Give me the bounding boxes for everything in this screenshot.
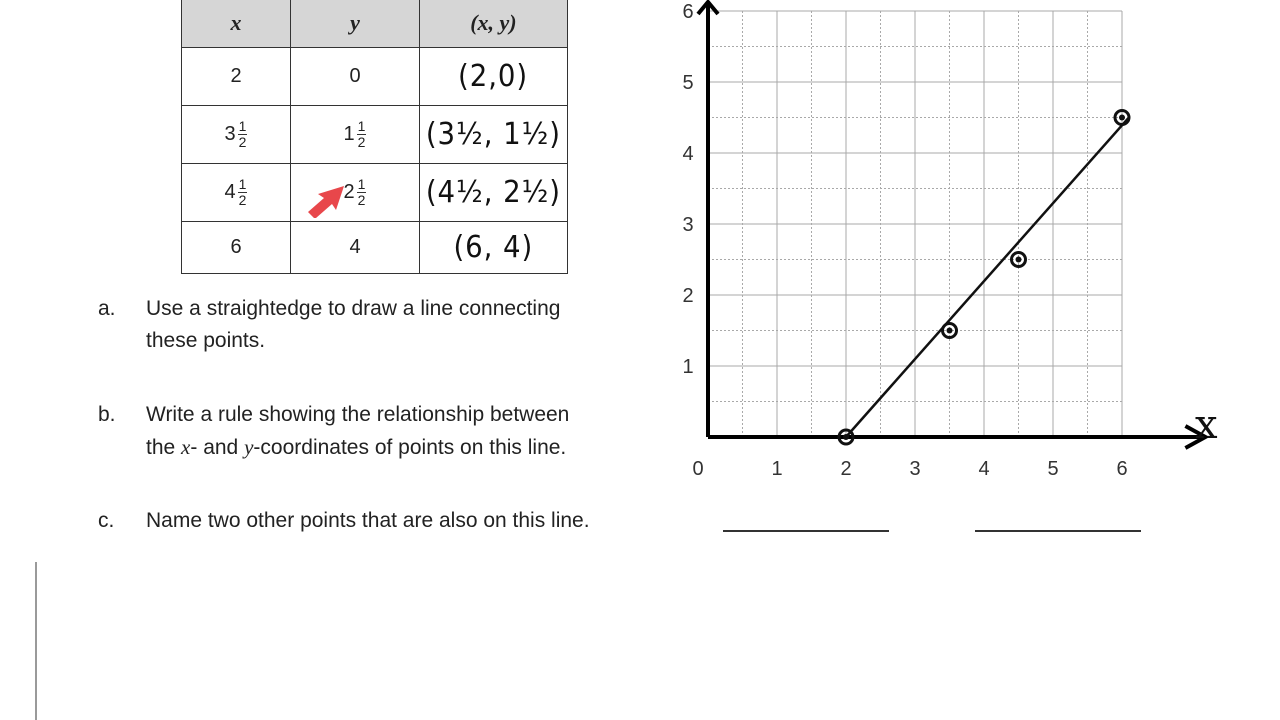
table-row (182, 222, 568, 274)
pair-cell (420, 48, 568, 106)
drawn-line (846, 118, 1129, 438)
x-tick-label: 3 (909, 458, 921, 480)
x-numerator: 1 (238, 118, 247, 134)
y-tick-label: 6 (682, 1, 694, 23)
plotted-point-dot (843, 434, 849, 440)
x-tick-label: 4 (978, 458, 990, 480)
question-a (98, 293, 658, 357)
answer-blank-1[interactable] (723, 530, 889, 532)
x-tick-label: 1 (771, 458, 783, 480)
y-tick-label: 4 (682, 143, 694, 165)
pair-cell (420, 222, 568, 274)
y-whole: 1 (343, 123, 355, 145)
header-x: x (182, 0, 291, 48)
handwritten-pair: (4½, 2½) (425, 175, 561, 210)
y-numerator: 1 (357, 176, 366, 192)
grid (708, 11, 1122, 437)
handwritten-x-axis-label: x (1195, 402, 1218, 448)
question-a-text-line1: Use a straightedge to draw a line connecting (146, 297, 561, 320)
x-cell (182, 164, 291, 222)
pair-cell (420, 164, 568, 222)
x-denominator: 2 (238, 134, 247, 150)
handwritten-pair: (3½, 1½) (425, 117, 561, 152)
question-b-text-line1: Write a rule showing the relationship between (146, 403, 570, 426)
header-pair: (x, y) (420, 0, 568, 48)
y-cell (291, 222, 420, 274)
pair-cell (420, 106, 568, 164)
question-a-text-line2: these points. (146, 329, 266, 352)
left-margin-rule (35, 562, 37, 720)
x-tick-label: 6 (1116, 458, 1128, 480)
y-tick-label: 5 (682, 72, 694, 94)
axes (698, 2, 1205, 448)
pointer-arrow-icon (306, 182, 348, 222)
y-denominator: 2 (357, 134, 366, 150)
plotted-point-dot (1016, 257, 1022, 263)
y-whole: 0 (349, 65, 361, 87)
y-whole: 2 (343, 181, 355, 203)
text-the: the (146, 436, 176, 459)
x-cell (182, 48, 291, 106)
handwritten-pair: (2,0) (458, 59, 529, 94)
y-numerator: 1 (357, 118, 366, 134)
question-b-label: b. (98, 403, 116, 426)
y-tick-label: 3 (682, 214, 694, 236)
x-whole: 3 (224, 123, 236, 145)
x-numerator: 1 (238, 176, 247, 192)
y-cell (291, 106, 420, 164)
table-row (182, 106, 568, 164)
x-whole: 4 (224, 181, 236, 203)
question-c-text: Name two other points that are also on this line. (146, 509, 590, 532)
header-y: y (291, 0, 420, 48)
var-x: x (181, 435, 191, 459)
plotted-point-dot (1119, 115, 1125, 121)
question-b (98, 399, 658, 463)
plotted-point-dot (947, 328, 953, 334)
handwritten-pair: (6, 4) (453, 230, 534, 265)
x-denominator: 2 (238, 192, 247, 208)
coordinate-graph (660, 0, 1260, 500)
y-tick-label: 1 (682, 356, 694, 378)
table-header-row (182, 0, 568, 48)
answer-blank-2[interactable] (975, 530, 1141, 532)
question-b-text-line2 (146, 431, 566, 464)
x-whole: 2 (230, 65, 242, 87)
table-row (182, 48, 568, 106)
coordinate-table (181, 0, 568, 274)
x-tick-label: 0 (692, 458, 704, 480)
y-tick-label: 2 (682, 285, 694, 307)
y-cell (291, 48, 420, 106)
x-tick-label: 2 (840, 458, 852, 480)
tick-labels (682, 1, 1127, 480)
y-whole: 4 (349, 236, 361, 258)
question-c-label: c. (98, 509, 115, 532)
table-row (182, 164, 568, 222)
x-cell (182, 222, 291, 274)
text-coordinates: -coordinates of points on this line. (253, 436, 567, 459)
question-a-label: a. (98, 297, 116, 320)
var-y: y (244, 435, 254, 459)
y-denominator: 2 (357, 192, 366, 208)
question-c (98, 505, 678, 537)
x-whole: 6 (230, 236, 242, 258)
x-cell (182, 106, 291, 164)
text-and: - and (190, 436, 239, 459)
x-tick-label: 5 (1047, 458, 1059, 480)
